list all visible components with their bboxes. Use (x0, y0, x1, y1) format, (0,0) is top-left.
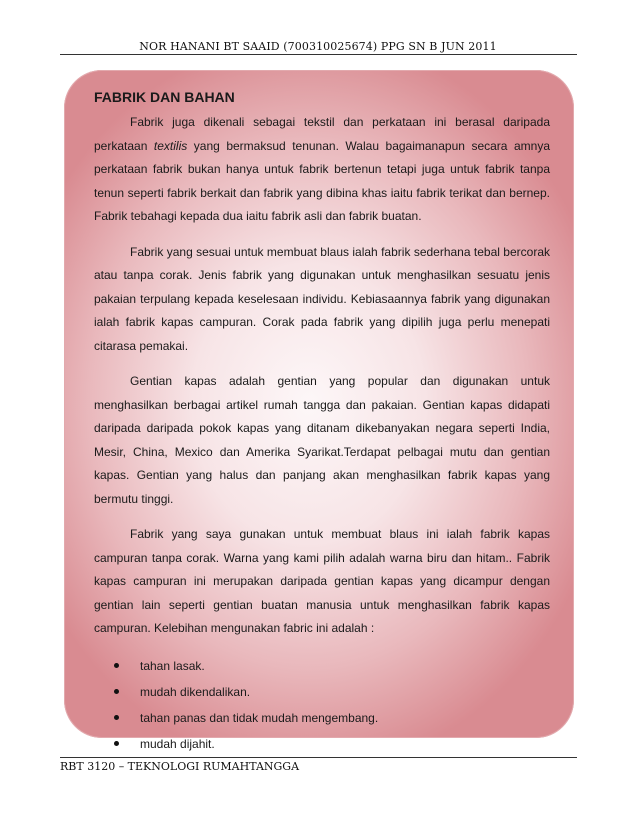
paragraph-4 (82, 523, 550, 641)
page-footer: RBT 3120 – TEKNOLOGI RUMAHTANGGA (60, 760, 300, 773)
paragraph-1-text-a: Fabrik juga dikenali sebagai tekstil dan perkataan ini berasal daripada perkataan (94, 115, 550, 153)
paragraph-1-text-b: yang bermaksud tenunan. Walau bagaimanapun secara amnya perkataan fabrik bukan hanya untuk fabrik bertenun tetapi juga untuk fabrik tanpa tenun seperti fabrik berkait dan fabrik yang dibina khas iaitu fabrik terikat dan bernep. Fabrik tebahagi kepada dua iaitu fabrik asli dan fabrik buatan. (94, 138, 550, 223)
section-title: FABRIK DAN BAHAN (94, 89, 235, 105)
list-item: mudah dijahit. (112, 731, 550, 757)
paragraph-3-text: Gentian kapas adalah gentian yang popular dan digunakan untuk menghasilkan berbagai artikel rumah tangga dan pakaian. Gentian kapas didapati daripada daripada pokok kapas yang ditanam dikebanyakan negara seperti India, Mesir, China, Mexico dan Amerika Syarikat.Terdapat pelbagai mutu dan gentian kapas. Gentian yang halus dan panjang akan menghasilkan fabrik kapas yang bermutu tinggi. (94, 374, 550, 506)
list-item: tahan panas dan tidak mudah mengembang. (112, 705, 550, 731)
advantages-list (82, 653, 550, 757)
paragraph-1-italic-term: textilis (153, 138, 188, 153)
paragraph-4-text: Fabrik yang saya gunakan untuk membuat blaus ini ialah fabrik kapas campuran tanpa corak. Warna yang kami pilih adalah warna biru dan hitam.. Fabrik kapas campuran ini merupakan daripada gentian kapas yang dicampur dengan gentian lain seperti gentian buatan manusia untuk menghasilkan fabrik kapas campuran. Kelebihan mengunakan fabric ini adalah : (94, 527, 550, 635)
paragraph-1 (82, 111, 550, 229)
list-item: mudah dikendalikan. (112, 679, 550, 705)
page-header: NOR HANANI BT SAAID (700310025674) PPG SN B JUN 2011 (139, 40, 497, 53)
list-item: tahan lasak. (112, 653, 550, 679)
paragraph-3 (82, 370, 550, 511)
paragraph-2-text: Fabrik yang sesuai untuk membuat blaus ialah fabrik sederhana tebal bercorak atau tanpa corak. Jenis fabrik yang digunakan untuk menghasilkan sesuatu jenis pakaian terpulang kepada keselesaan individu. Kebiasaannya fabrik yang digunakan ialah fabrik kapas campuran. Corak pada fabrik yang dipilih juga perlu menepati citarasa pemakai. (94, 244, 550, 353)
paragraph-2 (82, 241, 550, 359)
footer-divider (60, 757, 577, 758)
header-divider (60, 54, 577, 55)
document-body (82, 87, 550, 757)
